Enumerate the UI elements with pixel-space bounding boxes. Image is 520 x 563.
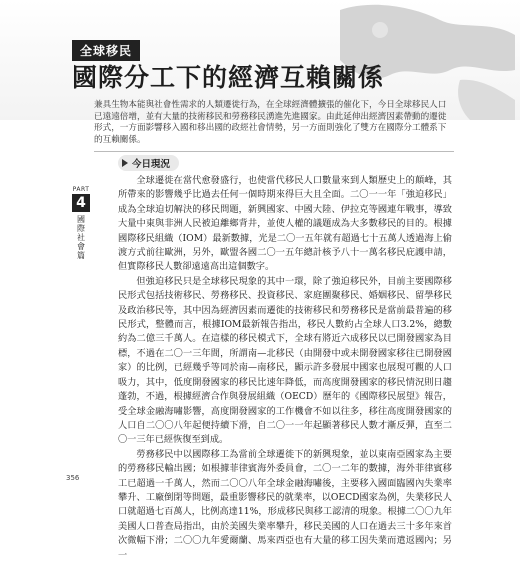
article-body (118, 174, 452, 563)
play-arrow-icon (122, 159, 128, 167)
intro-paragraph: 兼具生物本能與社會性需求的人類遷徙行為，在全球經濟體擴張的催化下，今日全球移民人口已遠遠倍增，並有大量的技術移民和勞務移民湧進先進國家。由此延伸出經濟因素帶動的遷徙形式，一方面影響移入國和移出國的政經社會情勢，另一方面則強化了雙方在國際分工體系下的互賴關係。 (94, 100, 447, 145)
page-title: 國際分工下的經濟互賴關係 (72, 63, 385, 92)
section-heading (118, 155, 179, 171)
page-number: 356 (66, 474, 80, 482)
intro-divider (94, 151, 454, 152)
part-number: 4 (72, 194, 90, 212)
body-paragraph: 但強迫移民只是全球移民現象的其中一環，除了強迫移民外，目前主要國際移民形式包括技術移民、勞務移民、投資移民、家庭團聚移民、婚姻移民、留學移民及政治移民等，其中因為經濟因素而遷徙的技術移民和勞務移民是當前最普遍的移民形式，整體而言，根據IOM最新報告指出，移民人數約占全球人口3.2%，總數約為二億三千萬人。在這樣的移民模式下，全球有將近六成移民以已開發國家為目標，不過在二〇一三年間，所謂南—北移民（由開發中或未開發國家移往已開發國家）的比例，已經幾乎等同於南—南移民，顯示許多發展中國家也展現可觀的人口吸力，其中，低度開發國家的移民比速年降低，而高度開發國家的移民情況則日趨蓬勃，不過，根據經濟合作與發展組織（OECD）歷年的《國際移民展望》報告，受全球金融海嘯影響，高度開發國家的工作機會不如以往多，移往高度開發國家的人口自二〇〇八年起便持續下滑，自二〇一一年起顯著移民人數才漸反彈，直至二〇一三年已經恢復至到成。 (118, 275, 452, 446)
part-title: 國際社會篇 (76, 215, 86, 260)
part-marker (70, 186, 92, 264)
body-paragraph: 勞務移民中以國際移工為當前全球遷徙下的新興現象，並以東南亞國家為主要的勞務移民輸出國；如根據菲律賓海外委員會，二〇一二年的數據，海外菲律賓移工已超過一千萬人，然而二〇〇八年全球金融海嘯後，主要移入國面臨國內失業率攀升、工廠倒閉等問題，最重影響移民的就業率，以OECD國家為例，失業移民人口就超過七百萬人，比例高達11%，形成移民與移工認清的現象。根據二〇〇九年美國人口普查局指出，由於美國失業率攀升，移民美國的人口在過去三十多年來首次微幅下滑；二〇〇九年愛爾蘭、馬來西亞也有大量的移工因失業而遣返國內；另一 (118, 448, 452, 561)
part-label: PART (72, 186, 90, 193)
category-tag: 全球移民 (72, 40, 140, 61)
section-heading-label: 今日現況 (132, 159, 171, 170)
body-paragraph: 全球遷徙在當代愈發盛行，也使當代移民人口數量來到人類歷史上的顛峰，其所帶來的影響幾乎比過去任何一個時期來得巨大且全面。二〇一一年「強迫移民」成為全球迫切解決的移民問題，新興國家、中國大陸、伊拉克等國連年戰事，導致大量中東與非洲人民被迫離鄉背井，並使人權的議題成為大多數移民的目的。根據國際移民組織（IOM）最新數據，光是二〇一五年就有超過七十五萬人透過海上偷渡方式前往歐洲，另外，歐盟各國二〇一五年總計核予八十一萬名移民庇護申請，但實際移民人數卻遠遠高出這個數字。 (118, 175, 452, 273)
